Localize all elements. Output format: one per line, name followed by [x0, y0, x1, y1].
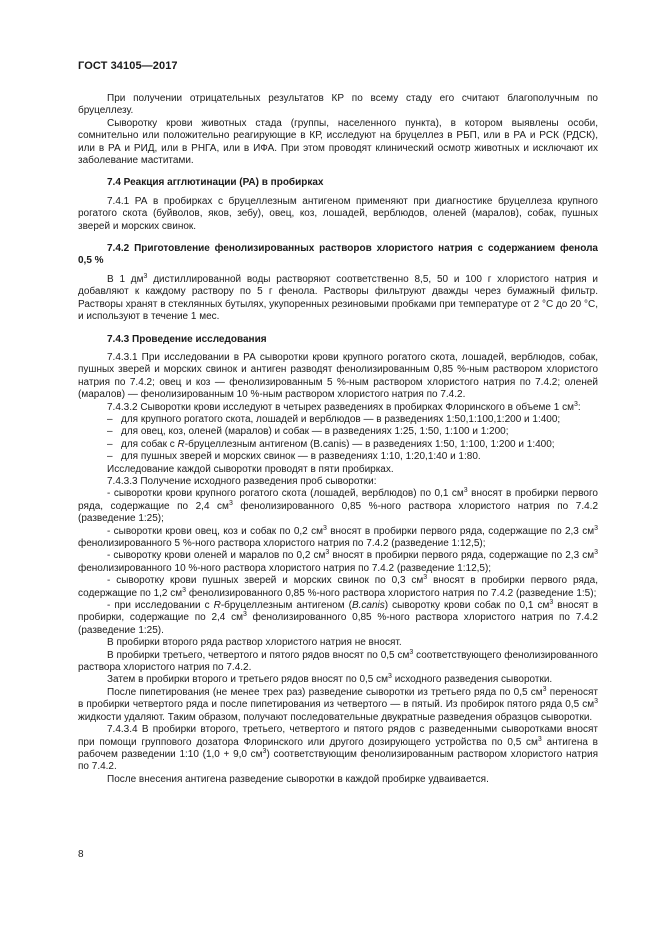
paragraph: 7.4.1 РА в пробирках с бруцеллезным антигеном применяют при диагностике бруцеллеза крупного рогатого скота (буйволов, яков, зебу), овец, коз, лошадей, верблюдов, оленей (маралов), собак, пушных зверей и морских свинок. [78, 195, 598, 232]
paragraph: 7.4.3.1 При исследовании в РА сыворотки крови крупного рогатого скота, лошадей, верблюдов, собак, пушных зверей и морских свинок и антиген разводят фенолизированным 0,85 %-ным раствором хлористого натрия по 7.4.2; овец и коз — фенолизированным 5 %-ным раствором хлористого натрия по 7.4.2; оленей (маралов) — фенолизированным 10 %-ным раствором хлористого натрия по 7.4.2. [78, 351, 598, 401]
paragraph: В пробирки третьего, четвертого и пятого рядов вносят по 0,5 $см^3$ соответствующего фенолизированного раствора хлористого натрия по 7.4.2. [78, 648, 598, 674]
paragraph: При получении отрицательных результатов КР по всему стаду его считают благополучным по бруцеллезу. [78, 93, 598, 117]
paragraph: 7.4.3.2 Сыворотки крови исследуют в четырех разведениях в пробирках Флоринского в объеме 1 $см^3$: [107, 400, 581, 413]
document-header: ГОСТ 34105—2017 [78, 60, 178, 72]
section-heading: 7.4 Реакция агглютинации (РА) в пробирках [107, 177, 324, 189]
paragraph: После внесения антигена разведение сыворотки в каждой пробирке удваивается. [107, 773, 489, 785]
list-item: – для пушных зверей и морских свинок — в разведениях 1:10, 1:20,1:40 и 1:80. [107, 451, 481, 463]
section-heading: 7.4.2 Приготовление фенолизированных растворов хлористого натрия с содержанием фенола 0,5 % [78, 243, 598, 267]
paragraph: - сыворотку крови пушных зверей и морских свинок по 0,3 $см^3$ вносят в пробирки первого ряда, содержащие по 1,2 $см^3$ фенолизированного 0,85 %-ного раствора хлористого натрия по 7.4.2 (разведение 1:5); [78, 574, 598, 599]
paragraph: - сыворотки крови крупного рогатого скота (лошадей, верблюдов) по 0,1 $см^3$ вносят в пробирки первого ряда, содержащие по 2,4 $см^3$ фенолизированного 0,85 %-ного раствора хлористого натрия по 7.4.2 (разведение 1:25); [78, 487, 598, 525]
paragraph: В пробирки второго ряда раствор хлористого натрия не вносят. [107, 637, 402, 649]
paragraph: В 1 $дм^3$ дистиллированной воды растворяют соответственно 8,5, 50 и 100 г хлористого натрия и добавляют к каждому раствору по 5 г фенола. Растворы фильтруют дважды через бумажный фильтр. Растворы хранят в стеклянных бутылях, укупоренных резиновыми пробками при температуре от 2 °С до 20 °С, и используют в течение 1 мес. [78, 272, 599, 323]
document-body [78, 93, 598, 786]
dilution-list [78, 414, 598, 464]
paragraph: - при исследовании с R-бруцеллезным антигеном (B.canis) сыворотку крови собак по 0,1 $см^3$ вносят в пробирки, содержащие по 2,4 $см^3$ фенолизированного 0,85 %-ного раствора хлористого натрия по 7.4.2 (разведение 1:25). [78, 599, 599, 636]
paragraph: Сыворотку крови животных стада (группы, населенного пункта), в котором выявлены особи, сомнительно или положительно реагирующие в КР, исследуют на бруцеллез в РБП, или в РА и РСК (РДСК), или в РА и РИД, или в РНГА, или в ИФА. При этом проводят клинический осмотр животных и исключают их заболевание маститами. [78, 117, 598, 167]
paragraph: 7.4.3.3 Получение исходного разведения проб сыворотки: [107, 475, 377, 487]
paragraph: 7.4.3.4 В пробирки второго, третьего, четвертого и пятого рядов с разведенными сыворотками вносят при помощи группового дозатора Флоринского или другого дозирующего устройства по 0,5 $см^3$ антигена в рабочем разведении 1:10 (1,0 + 9,0 $см^3$) соответствующим фенолизированным раствором хлористого натрия по 7.4.2. [78, 724, 598, 773]
paragraph: Затем в пробирки второго и третьего рядов вносят по 0,5 $см^3$ исходного разведения сыворотки. [107, 673, 553, 686]
page-number: 8 [78, 849, 84, 860]
section-heading: 7.4.3 Проведение исследования [107, 333, 267, 345]
list-item: – для собак с R-бруцеллезным антигеном (B.canis) — в разведениях 1:50, 1:100, 1:200 и 1:400; [107, 438, 555, 450]
paragraph: После пипетирования (не менее трех раз) разведение сыворотки из третьего ряда по 0,5 $см^3$ переносят в пробирки четвертого ряда и после пипетирования из четвертого — в пятый. Из пробирок пятого ряда 0,5 $см^3$ жидкости удаляют. Таким образом, получают последовательные двукратные разведения образцов сыворотки. [78, 685, 598, 723]
paragraph: Исследование каждой сыворотки проводят в пяти пробирках. [107, 463, 394, 475]
paragraph: - сыворотку крови оленей и маралов по 0,2 $см^3$ вносят в пробирки первого ряда, содержащие по 2,3 $см^3$ фенолизированного 10 %-ного раствора хлористого натрия по 7.4.2 (разведение 1:12,5); [78, 549, 598, 574]
paragraph: - сыворотки крови овец, коз и собак по 0,2 $см^3$ вносят в пробирки первого ряда, содержащие по 2,3 $см^3$ фенолизированного 5 %-ного раствора хлористого натрия по 7.4.2 (разведение 1:12,5); [78, 524, 598, 549]
list-item: – для крупного рогатого скота, лошадей и верблюдов — в разведениях 1:50,1:100,1:200 и 1:400; [107, 413, 561, 425]
list-item: – для овец, коз, оленей (маралов) и собак — в разведениях 1:25, 1:50, 1:100 и 1:200; [107, 426, 509, 438]
